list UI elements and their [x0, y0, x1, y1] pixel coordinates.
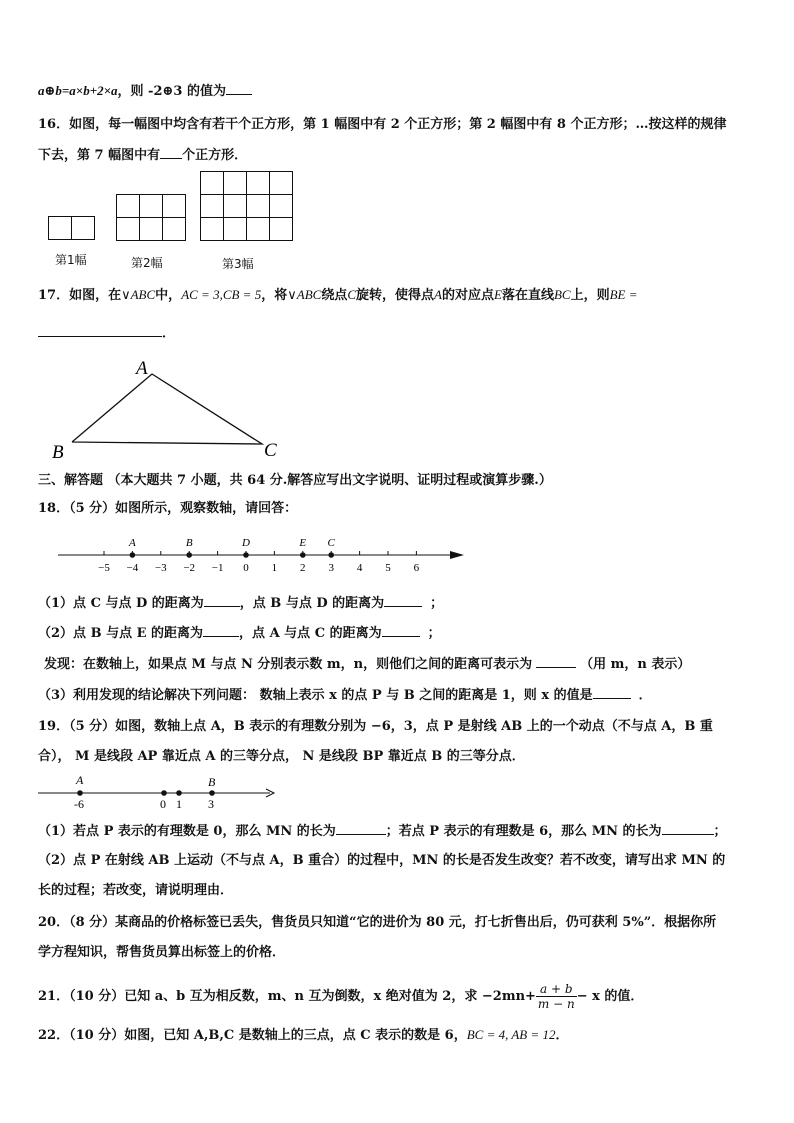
q17-bc: BC	[553, 287, 571, 302]
q19-number-line	[36, 772, 282, 812]
q18-point-label-d: D	[242, 537, 250, 549]
q17-line1	[38, 286, 638, 305]
q17-end: ．	[162, 326, 176, 341]
q18-point-label-a: A	[129, 537, 136, 549]
q17-be: BE =	[609, 287, 638, 302]
q19-label-b: B	[208, 775, 216, 789]
q19-part1	[38, 822, 727, 841]
figure-1-caption: 第1幅	[55, 253, 87, 267]
q18-p2-blank1	[203, 624, 239, 637]
q18-part3	[38, 686, 652, 705]
q19-point-zero	[161, 790, 167, 796]
q18-find-blank	[536, 655, 576, 668]
q18-tick-label: −2	[183, 562, 196, 574]
q19-tick-3: 3	[208, 797, 214, 811]
q19-label-a: A	[76, 773, 84, 787]
triangle-abc	[72, 374, 262, 444]
figure-2-caption: 第2幅	[131, 256, 163, 270]
q17-t8: 上，则	[570, 288, 610, 303]
q18-p2-a: （2）点 B 与点 E 的距离为	[38, 626, 204, 641]
q18-p2-blank2	[382, 624, 420, 637]
q21-line	[38, 982, 643, 1011]
q22-given: BC = 4, AB = 12	[466, 1027, 556, 1042]
figure-1-grid	[48, 216, 95, 240]
q21-denominator: m − n	[537, 997, 575, 1011]
vertex-a-label: A	[136, 358, 148, 379]
q18-tick-label: 6	[413, 562, 420, 574]
q18-p1-a: （1）点 C 与点 D 的距离为	[38, 596, 204, 611]
section-3-heading: 三、解答题 （本大题共 7 小题，共 64 分.解答应写出文字说明、证明过程或演算步骤.）	[38, 473, 552, 488]
q19-part2-line2: 长的过程；若改变，请说明理由．	[38, 883, 234, 898]
q18-tick-label: 1	[271, 562, 278, 574]
q15-tail	[38, 82, 252, 101]
q21-numerator: a + b	[536, 982, 577, 997]
q19-p1-a: （1）若点 P 表示的有理数是 0，那么 MN 的长为	[38, 824, 336, 839]
q18-p1-b: ，点 B 与点 D 的距离为	[239, 596, 385, 611]
q19-part2-line1: （2）点 P 在射线 AB 上运动（不与点 A，B 重合）的过程中，MN 的长是否发生改变？若不改变，请写出求 MN 的	[38, 853, 726, 868]
q19-point-a	[77, 790, 83, 796]
q18-number-line	[50, 528, 470, 576]
q16-line2-a: 下去，第 7 幅图中有	[38, 148, 161, 163]
q17-tri2: ∨ABC	[287, 287, 322, 302]
q18-p1-blank1	[204, 594, 240, 607]
q19-p1-blank1	[336, 822, 386, 835]
q22-text-a: 22．（10 分）如图，已知 A,B,C 是数轴上的三点，点 C 表示的数是 6，	[38, 1028, 467, 1043]
q17-answer-blank	[38, 324, 162, 337]
q19-p1-c: ；	[713, 824, 727, 839]
q18-part2	[38, 624, 441, 643]
q18-point-c	[328, 552, 334, 558]
q18-point-label-c: C	[327, 537, 335, 549]
q15-answer-blank	[226, 82, 252, 95]
q20-line2: 学方程知识，帮售货员算出标签上的价格．	[38, 945, 286, 960]
q18-find-a: 发现：在数轴上，如果点 M 与点 N 分别表示数 m，n，则他们之间的距离可表示为	[44, 657, 533, 672]
q21-text-a: 21．（10 分）已知 a、b 互为相反数，m、n 互为倒数，x 绝对值为 2，求 −2mn+	[38, 989, 536, 1004]
q19-point-one	[176, 790, 182, 796]
q19-line1: 19．（5 分）如图，数轴上点 A，B 表示的有理数分别为 −6，3，点 P 是射线 AB 上的一个动点（不与点 A，B 重	[38, 719, 713, 734]
q21-fraction	[536, 982, 577, 1011]
q16-line2-b: 个正方形．	[182, 148, 248, 163]
figure-3-grid	[200, 171, 293, 241]
vertex-b-label: B	[52, 442, 64, 463]
q18-part1	[38, 594, 443, 613]
q16-answer-blank	[160, 146, 182, 159]
q17-pa: A	[434, 287, 442, 302]
q19-p1-b: ；若点 P 表示的有理数是 6，那么 MN 的长为	[385, 824, 662, 839]
figure-2-grid	[116, 194, 186, 241]
q18-p1-blank2	[384, 594, 422, 607]
q19-line2: 合）， M 是线段 AP 靠近点 A 的三等分点， N 是线段 BP 靠近点 B 的三等分点．	[38, 749, 525, 764]
q18-tick-label: −3	[154, 562, 167, 574]
q18-point-label-e: E	[299, 537, 307, 549]
q19-tick-0: 0	[160, 797, 166, 811]
figure-3-caption: 第3幅	[222, 257, 254, 271]
q17-pe: E	[493, 287, 502, 302]
q22-text-c: ．	[555, 1028, 569, 1043]
q18-tick-label: −5	[98, 562, 110, 574]
q18-tick-label: −1	[211, 562, 224, 574]
q17-pc: C	[347, 287, 356, 302]
q18-point-a	[130, 552, 136, 558]
q17-t7: 落在直线	[501, 288, 554, 303]
q17-t2: 中，	[155, 288, 182, 303]
q19-point-b	[209, 790, 215, 796]
q18-tick-label: 4	[356, 562, 363, 574]
q18-p3-a: （3）利用发现的结论解决下列问题： 数轴上表示 x 的点 P 与 B 之间的距离是 1，则 x 的值是	[38, 688, 593, 703]
q18-title: 18．（5 分）如图所示，观察数轴，请回答：	[38, 501, 298, 516]
q22-line	[38, 1026, 569, 1045]
q20-line1: 20．（8 分）某商品的价格标签已丢失，售货员只知道“它的进价为 80 元，打七折售出后，仍可获利 5%”．根据你所	[38, 915, 717, 930]
q18-tick-label: 0	[243, 562, 249, 574]
q21-text-b: − x 的值．	[576, 989, 644, 1004]
q18-axis-arrow	[450, 551, 464, 559]
triangle-figure	[40, 352, 300, 464]
q19-tick-1: 1	[176, 797, 182, 811]
q18-discovery	[44, 655, 690, 674]
q18-tick-label: −4	[126, 562, 139, 574]
q17-t1: 17．如图，在	[38, 288, 122, 303]
q15-text: ，则 -2⊕3 的值为	[117, 84, 226, 99]
q17-line2	[38, 324, 175, 343]
q17-t4: 绕点	[321, 288, 348, 303]
q18-p1-c: ；	[430, 596, 444, 611]
q17-t5: 旋转，使得点	[356, 288, 435, 303]
q18-point-label-b: B	[185, 537, 193, 549]
q18-point-d	[243, 552, 249, 558]
q18-point-e	[300, 552, 306, 558]
q19-p1-blank2	[662, 822, 714, 835]
q18-p3-blank	[593, 686, 631, 699]
q17-given: AC = 3,CB = 5	[181, 287, 262, 302]
q18-tick-label: 5	[385, 562, 391, 574]
q19-tick-n6: -6	[74, 797, 84, 811]
vertex-c-label: C	[264, 440, 277, 461]
q17-t6: 的对应点	[441, 288, 494, 303]
q16-line1: 16．如图，每一幅图中均含有若干个正方形，第 1 幅图中有 2 个正方形；第 2 幅图中有 8 个正方形；…按这样的规律	[38, 117, 727, 132]
q16-line2	[38, 146, 247, 165]
q18-tick-label: 2	[300, 562, 306, 574]
q18-find-b: （用 m，n 表示）	[580, 657, 691, 672]
q18-p2-b: ，点 A 与点 C 的距离为	[239, 626, 382, 641]
q17-t3: ，将	[261, 288, 288, 303]
q17-tri: ∨ABC	[121, 287, 156, 302]
q15-formula: a⊕b=a×b+2×a	[38, 83, 118, 98]
q18-tick-label: 3	[328, 562, 334, 574]
q18-p2-c: ；	[427, 626, 441, 641]
q18-p3-b: ．	[638, 688, 652, 703]
q18-point-b	[186, 552, 192, 558]
